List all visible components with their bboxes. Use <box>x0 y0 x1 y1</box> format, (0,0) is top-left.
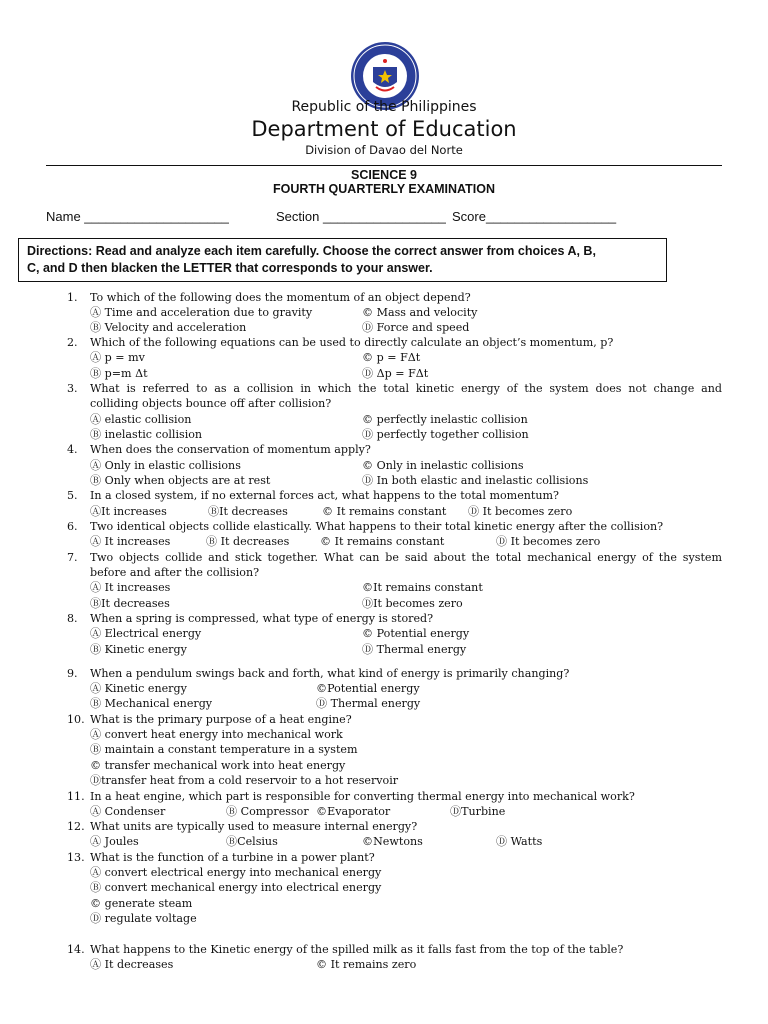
header-rule <box>46 165 722 166</box>
choice-a[interactable]: Ⓐ It increases <box>90 535 171 548</box>
question-number: 12. <box>67 820 85 833</box>
question-number: 5. <box>67 489 78 502</box>
choice-b[interactable]: ⒷCelsius <box>226 835 278 848</box>
choice-a[interactable]: Ⓐ convert heat energy into mechanical work <box>90 728 343 741</box>
question-number: 3. <box>67 382 78 395</box>
choice-b[interactable]: ⒷIt decreases <box>208 505 288 518</box>
directions-box <box>18 238 667 282</box>
question-text: In a closed system, if no external forces act, what happens to the total momentum? <box>90 489 559 502</box>
name-field[interactable]: Name ____________________ <box>46 209 229 224</box>
question-text: When a spring is compressed, what type of energy is stored? <box>90 612 434 625</box>
question-text: Which of the following equations can be used to directly calculate an object’s momentum, p? <box>90 336 614 349</box>
question-text: What is referred to as a collision in which the total kinetic energy of the system does not change and <box>90 382 722 395</box>
choice-d[interactable]: Ⓓ Thermal energy <box>362 643 467 656</box>
choice-d[interactable]: ⒹIt becomes zero <box>362 597 463 610</box>
question-text: To which of the following does the momentum of an object depend? <box>90 291 471 304</box>
choice-c[interactable]: © generate steam <box>90 897 193 910</box>
choice-c[interactable]: © It remains constant <box>320 535 445 548</box>
choice-c[interactable]: © It remains zero <box>316 958 417 971</box>
choice-c[interactable]: © transfer mechanical work into heat energy <box>90 759 346 772</box>
question-text: In a heat engine, which part is responsible for converting thermal energy into mechanical work? <box>90 790 635 803</box>
choice-b[interactable]: Ⓑ Mechanical energy <box>90 697 213 710</box>
question-text: When does the conservation of momentum apply? <box>90 443 371 456</box>
choice-b[interactable]: Ⓑ Compressor <box>226 805 309 818</box>
choice-c[interactable]: © Potential energy <box>362 627 470 640</box>
question-text-cont: before and after the collision? <box>90 566 260 579</box>
choice-d[interactable]: Ⓓ Δp = FΔt <box>362 367 429 380</box>
choice-a[interactable]: Ⓐ Kinetic energy <box>90 682 187 695</box>
choice-d[interactable]: Ⓓ Force and speed <box>362 321 470 334</box>
choice-d[interactable]: Ⓓ Watts <box>496 835 543 848</box>
choice-d[interactable]: Ⓓ regulate voltage <box>90 912 197 925</box>
choice-d[interactable]: Ⓓ It becomes zero <box>496 535 601 548</box>
division-name: Division of Davao del Norte <box>305 143 463 157</box>
choice-a[interactable]: Ⓐ Electrical energy <box>90 627 202 640</box>
directions-line-2: C, and D then blacken the LETTER that corresponds to your answer. <box>27 261 433 275</box>
choice-d[interactable]: ⒹTurbine <box>450 805 506 818</box>
question-number: 10. <box>67 713 85 726</box>
choice-c[interactable]: ©Evaporator <box>316 805 391 818</box>
choice-a[interactable]: Ⓐ Time and acceleration due to gravity <box>90 306 313 319</box>
choice-a[interactable]: Ⓐ convert electrical energy into mechanical energy <box>90 866 382 879</box>
question-number: 13. <box>67 851 85 864</box>
question-text: What happens to the Kinetic energy of the spilled milk as it falls fast from the top of the table? <box>90 943 624 956</box>
choice-c[interactable]: © It remains constant <box>322 505 447 518</box>
department-name: Department of Education <box>251 117 517 141</box>
choice-c[interactable]: © Mass and velocity <box>362 306 478 319</box>
choice-b[interactable]: Ⓑ inelastic collision <box>90 428 203 441</box>
choice-c[interactable]: ©It remains constant <box>362 581 483 594</box>
choice-b[interactable]: Ⓑ Only when objects are at rest <box>90 474 271 487</box>
choice-a[interactable]: Ⓐ It increases <box>90 581 171 594</box>
choice-b[interactable]: ⒷIt decreases <box>90 597 170 610</box>
choice-a[interactable]: Ⓐ elastic collision <box>90 413 192 426</box>
choice-c[interactable]: © perfectly inelastic collision <box>362 413 528 426</box>
choice-a[interactable]: ⒶIt increases <box>90 505 167 518</box>
choice-b[interactable]: Ⓑ It decreases <box>206 535 290 548</box>
question-number: 2. <box>67 336 78 349</box>
exam-subject: SCIENCE 9 <box>351 168 417 182</box>
choice-c[interactable]: © p = FΔt <box>362 351 421 364</box>
question-text: When a pendulum swings back and forth, what kind of energy is primarily changing? <box>90 667 570 680</box>
question-text-cont: colliding objects bounce off after collision? <box>90 397 332 410</box>
choice-c[interactable]: © Only in inelastic collisions <box>362 459 524 472</box>
question-number: 8. <box>67 612 78 625</box>
question-text: What is the function of a turbine in a power plant? <box>90 851 375 864</box>
choice-d[interactable]: Ⓓ perfectly together collision <box>362 428 529 441</box>
question-number: 6. <box>67 520 78 533</box>
section-field[interactable]: Section _________________ <box>276 209 446 224</box>
directions-line-1: Directions: Read and analyze each item carefully. Choose the correct answer from choices A, B, <box>27 244 596 258</box>
question-number: 9. <box>67 667 78 680</box>
choice-b[interactable]: Ⓑ maintain a constant temperature in a system <box>90 743 358 756</box>
question-text: What units are typically used to measure internal energy? <box>90 820 418 833</box>
choice-b[interactable]: Ⓑ convert mechanical energy into electrical energy <box>90 881 382 894</box>
choice-d[interactable]: Ⓓtransfer heat from a cold reservoir to a hot reservoir <box>90 774 399 787</box>
choice-a[interactable]: Ⓐ It decreases <box>90 958 174 971</box>
question-text: Two objects collide and stick together. What can be said about the total mechanical energy of the system <box>90 551 722 564</box>
choice-c[interactable]: ©Potential energy <box>316 682 420 695</box>
choice-b[interactable]: Ⓑ p=m Δt <box>90 367 148 380</box>
choice-d[interactable]: Ⓓ In both elastic and inelastic collisions <box>362 474 589 487</box>
choice-b[interactable]: Ⓑ Kinetic energy <box>90 643 187 656</box>
question-text: What is the primary purpose of a heat engine? <box>90 713 352 726</box>
letterhead <box>0 98 768 158</box>
question-number: 7. <box>67 551 78 564</box>
question-number: 11. <box>67 790 85 803</box>
choice-a[interactable]: Ⓐ Joules <box>90 835 139 848</box>
republic-line: Republic of the Philippines <box>291 99 477 115</box>
score-field[interactable]: Score__________________ <box>452 209 617 224</box>
choice-d[interactable]: Ⓓ Thermal energy <box>316 697 421 710</box>
question-number: 1. <box>67 291 78 304</box>
choice-a[interactable]: Ⓐ p = mv <box>90 351 145 364</box>
question-number: 14. <box>67 943 85 956</box>
choice-c[interactable]: ©Newtons <box>362 835 423 848</box>
question-number: 4. <box>67 443 78 456</box>
choice-a[interactable]: Ⓐ Only in elastic collisions <box>90 459 241 472</box>
question-text: Two identical objects collide elastically. What happens to their total kinetic energy after the collision? <box>90 520 664 533</box>
choice-d[interactable]: Ⓓ It becomes zero <box>468 505 573 518</box>
choice-a[interactable]: Ⓐ Condenser <box>90 805 166 818</box>
exam-title: FOURTH QUARTERLY EXAMINATION <box>273 182 495 196</box>
choice-b[interactable]: Ⓑ Velocity and acceleration <box>90 321 247 334</box>
